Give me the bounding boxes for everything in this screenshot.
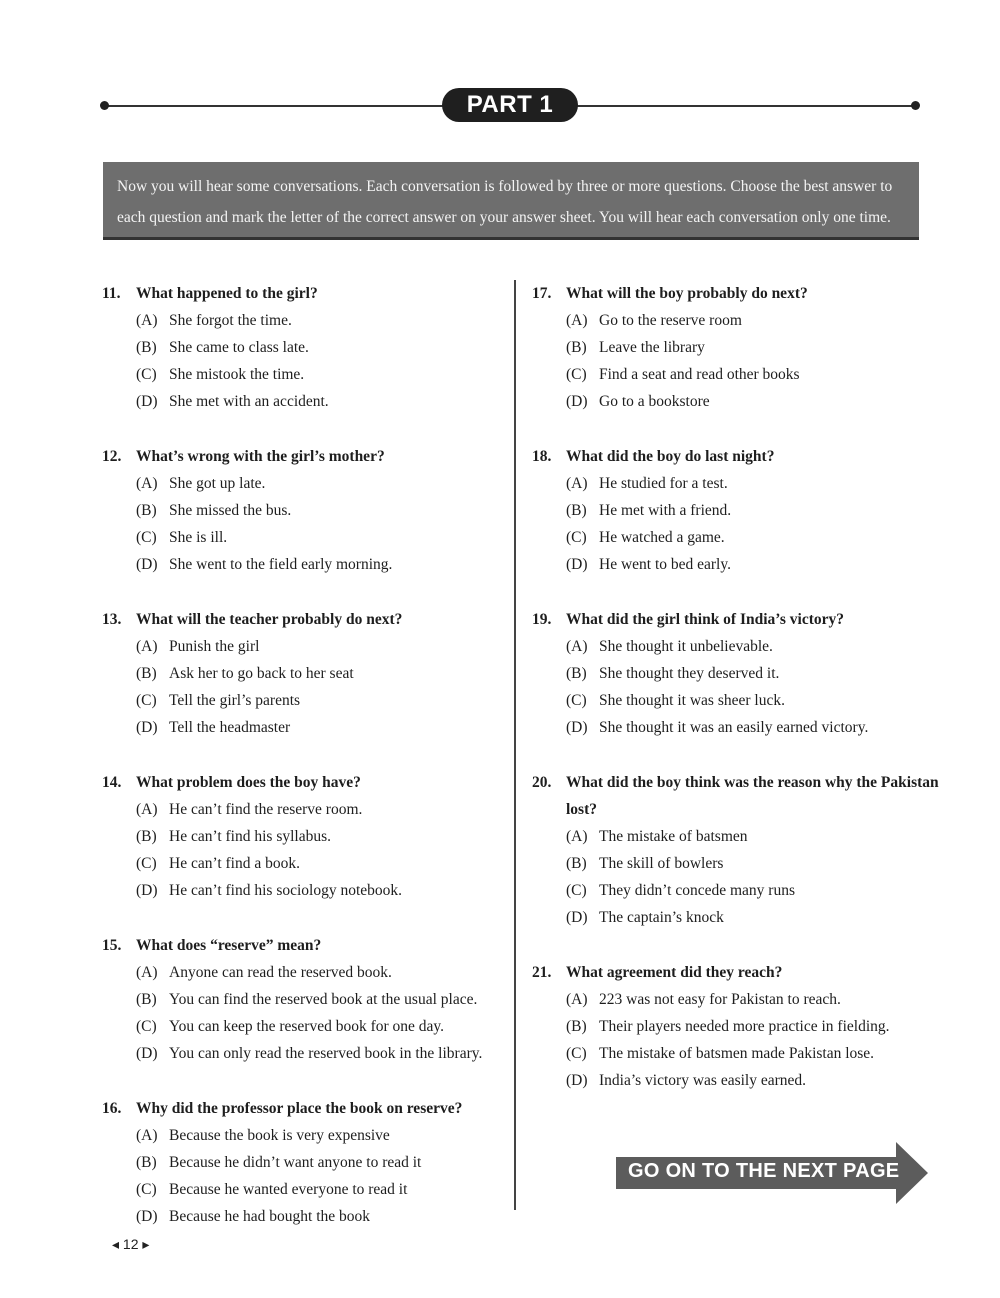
option-text: You can find the reserved book at the usual place. — [169, 991, 478, 1008]
option-letter: (C) — [566, 1045, 587, 1062]
option-letter: (A) — [566, 828, 588, 845]
option-text: Because he had bought the book — [169, 1208, 371, 1225]
option-text: She thought it unbelievable. — [599, 638, 773, 655]
option-b — [102, 1149, 512, 1176]
option-text: She thought it was sheer luck. — [599, 692, 785, 709]
option-text: She thought they deserved it. — [599, 665, 780, 682]
option-text: Find a seat and read other books — [599, 366, 800, 383]
option-letter: (B) — [136, 665, 157, 682]
option-text: She met with an accident. — [169, 393, 329, 410]
option-d — [102, 388, 512, 415]
option-text: She missed the bus. — [169, 502, 292, 519]
option-letter: (D) — [566, 393, 588, 410]
header-dot-left — [100, 101, 109, 110]
option-letter: (B) — [566, 502, 587, 519]
question-number: 20. — [532, 774, 552, 791]
left-column — [102, 280, 512, 1258]
option-text: Ask her to go back to her seat — [169, 665, 354, 682]
option-a — [532, 470, 942, 497]
option-text: They didn’t concede many runs — [599, 882, 795, 899]
page-number: ◂ 12 ▸ — [112, 1236, 150, 1252]
option-letter: (B) — [566, 1018, 587, 1035]
option-letter: (B) — [136, 991, 157, 1008]
question-20 — [532, 769, 942, 931]
option-text: You can only read the reserved book in the library. — [169, 1045, 483, 1062]
option-text: Go to a bookstore — [599, 393, 710, 410]
option-b — [532, 660, 942, 687]
option-a — [532, 307, 942, 334]
question-text: What agreement did they reach? — [566, 964, 783, 981]
option-d — [532, 551, 942, 578]
option-a — [102, 959, 512, 986]
option-text: She went to the field early morning. — [169, 556, 393, 573]
question-text: What did the girl think of India’s victory? — [566, 611, 845, 628]
question-number: 21. — [532, 964, 552, 981]
option-letter: (A) — [566, 991, 588, 1008]
question-number: 15. — [102, 937, 122, 954]
option-b — [102, 660, 512, 687]
option-d — [532, 388, 942, 415]
option-text: Because he wanted everyone to read it — [169, 1181, 408, 1198]
question-21 — [532, 959, 942, 1094]
option-letter: (A) — [566, 475, 588, 492]
question-number: 19. — [532, 611, 552, 628]
option-c — [532, 1040, 942, 1067]
part-title: PART 1 — [442, 88, 578, 122]
header-dot-right — [911, 101, 920, 110]
option-letter: (B) — [566, 339, 587, 356]
option-letter: (D) — [136, 1045, 158, 1062]
option-letter: (C) — [566, 882, 587, 899]
option-letter: (C) — [136, 692, 157, 709]
option-text: He can’t find a book. — [169, 855, 300, 872]
question-text: What did the boy do last night? — [566, 448, 775, 465]
next-page-label: GO ON TO THE NEXT PAGE — [628, 1160, 900, 1182]
option-b — [102, 823, 512, 850]
option-b — [102, 986, 512, 1013]
option-letter: (B) — [136, 502, 157, 519]
option-a — [102, 796, 512, 823]
option-letter: (D) — [136, 719, 158, 736]
option-c — [102, 524, 512, 551]
question-text: What problem does the boy have? — [136, 774, 361, 791]
option-letter: (A) — [566, 638, 588, 655]
option-text: Their players needed more practice in fielding. — [599, 1018, 890, 1035]
option-b — [102, 497, 512, 524]
option-text: He met with a friend. — [599, 502, 732, 519]
option-text: Anyone can read the reserved book. — [169, 964, 392, 981]
option-b — [532, 497, 942, 524]
option-a — [102, 633, 512, 660]
option-letter: (A) — [566, 312, 588, 329]
option-d — [532, 904, 942, 931]
option-letter: (D) — [566, 1072, 588, 1089]
option-text: She is ill. — [169, 529, 228, 546]
option-text: She came to class late. — [169, 339, 309, 356]
option-text: He can’t find his syllabus. — [169, 828, 332, 845]
option-letter: (B) — [136, 828, 157, 845]
option-letter: (D) — [136, 393, 158, 410]
option-letter: (C) — [136, 1181, 157, 1198]
option-a — [532, 633, 942, 660]
next-page-banner — [616, 1142, 928, 1204]
option-b — [532, 850, 942, 877]
question-16 — [102, 1095, 512, 1230]
question-text: What’s wrong with the girl’s mother? — [136, 448, 385, 465]
option-c — [102, 687, 512, 714]
option-c — [102, 1176, 512, 1203]
option-d — [102, 1040, 512, 1067]
option-d — [102, 1203, 512, 1230]
option-d — [102, 551, 512, 578]
question-text: What will the teacher probably do next? — [136, 611, 403, 628]
option-letter: (C) — [136, 529, 157, 546]
option-text: Leave the library — [599, 339, 705, 356]
option-letter: (C) — [136, 366, 157, 383]
right-column — [532, 280, 942, 1122]
option-text: India’s victory was easily earned. — [599, 1072, 807, 1089]
option-text: She thought it was an easily earned victory. — [599, 719, 869, 736]
question-number: 17. — [532, 285, 552, 302]
option-letter: (A) — [136, 1127, 158, 1144]
option-c — [532, 524, 942, 551]
option-letter: (B) — [136, 339, 157, 356]
option-c — [532, 361, 942, 388]
question-text: Why did the professor place the book on reserve? — [136, 1100, 463, 1117]
instructions-box: Now you will hear some conversations. Each conversation is followed by three or more questions. Choose the best answer to each question and mark the letter of the correct answer on your answer sheet. You will hear each conversation only one time. — [103, 162, 919, 240]
option-c — [102, 850, 512, 877]
question-number: 16. — [102, 1100, 122, 1117]
option-text: Because the book is very expensive — [169, 1127, 390, 1144]
option-c — [102, 1013, 512, 1040]
option-letter: (C) — [566, 692, 587, 709]
option-letter: (C) — [566, 529, 587, 546]
option-text: 223 was not easy for Pakistan to reach. — [599, 991, 841, 1008]
option-text: Go to the reserve room — [599, 312, 742, 329]
option-letter: (D) — [136, 882, 158, 899]
question-11 — [102, 280, 512, 415]
question-number: 14. — [102, 774, 122, 791]
option-d — [532, 1067, 942, 1094]
option-letter: (B) — [136, 1154, 157, 1171]
option-letter: (D) — [136, 556, 158, 573]
question-13 — [102, 606, 512, 741]
question-19 — [532, 606, 942, 741]
option-letter: (A) — [136, 475, 158, 492]
option-text: The captain’s knock — [599, 909, 724, 926]
option-b — [532, 1013, 942, 1040]
option-a — [102, 470, 512, 497]
question-text: What did the boy think was the reason why the Pakistan lost? — [566, 774, 939, 818]
option-text: Tell the girl’s parents — [169, 692, 301, 709]
option-text: She got up late. — [169, 475, 266, 492]
option-a — [532, 986, 942, 1013]
option-letter: (D) — [136, 1208, 158, 1225]
option-b — [102, 334, 512, 361]
question-text: What will the boy probably do next? — [566, 285, 808, 302]
option-text: The skill of bowlers — [599, 855, 724, 872]
option-text: The mistake of batsmen — [599, 828, 748, 845]
option-b — [532, 334, 942, 361]
option-text: She mistook the time. — [169, 366, 305, 383]
option-c — [532, 687, 942, 714]
option-letter: (C) — [566, 366, 587, 383]
column-divider — [514, 280, 516, 1210]
option-text: He watched a game. — [599, 529, 725, 546]
option-a — [102, 1122, 512, 1149]
option-d — [532, 714, 942, 741]
question-number: 18. — [532, 448, 552, 465]
question-number: 11. — [102, 285, 121, 302]
option-d — [102, 877, 512, 904]
question-number: 13. — [102, 611, 122, 628]
option-letter: (B) — [566, 665, 587, 682]
option-text: She forgot the time. — [169, 312, 292, 329]
option-d — [102, 714, 512, 741]
option-text: He studied for a test. — [599, 475, 728, 492]
option-text: He can’t find his sociology notebook. — [169, 882, 403, 899]
option-a — [102, 307, 512, 334]
option-letter: (D) — [566, 719, 588, 736]
option-text: You can keep the reserved book for one day. — [169, 1018, 445, 1035]
option-letter: (B) — [566, 855, 587, 872]
option-letter: (C) — [136, 1018, 157, 1035]
option-text: He went to bed early. — [599, 556, 731, 573]
question-17 — [532, 280, 942, 415]
option-letter: (A) — [136, 312, 158, 329]
question-number: 12. — [102, 448, 122, 465]
option-letter: (A) — [136, 801, 158, 818]
option-a — [532, 823, 942, 850]
option-text: He can’t find the reserve room. — [169, 801, 363, 818]
option-letter: (D) — [566, 909, 588, 926]
option-letter: (D) — [566, 556, 588, 573]
option-text: Tell the headmaster — [169, 719, 291, 736]
part-header — [100, 86, 920, 126]
option-letter: (C) — [136, 855, 157, 872]
option-text: Punish the girl — [169, 638, 260, 655]
option-c — [532, 877, 942, 904]
question-text: What does “reserve” mean? — [136, 937, 322, 954]
option-letter: (A) — [136, 964, 158, 981]
question-12 — [102, 443, 512, 578]
question-15 — [102, 932, 512, 1067]
option-text: The mistake of batsmen made Pakistan lose. — [599, 1045, 875, 1062]
option-text: Because he didn’t want anyone to read it — [169, 1154, 422, 1171]
option-c — [102, 361, 512, 388]
question-18 — [532, 443, 942, 578]
question-text: What happened to the girl? — [136, 285, 318, 302]
question-14 — [102, 769, 512, 904]
option-letter: (A) — [136, 638, 158, 655]
